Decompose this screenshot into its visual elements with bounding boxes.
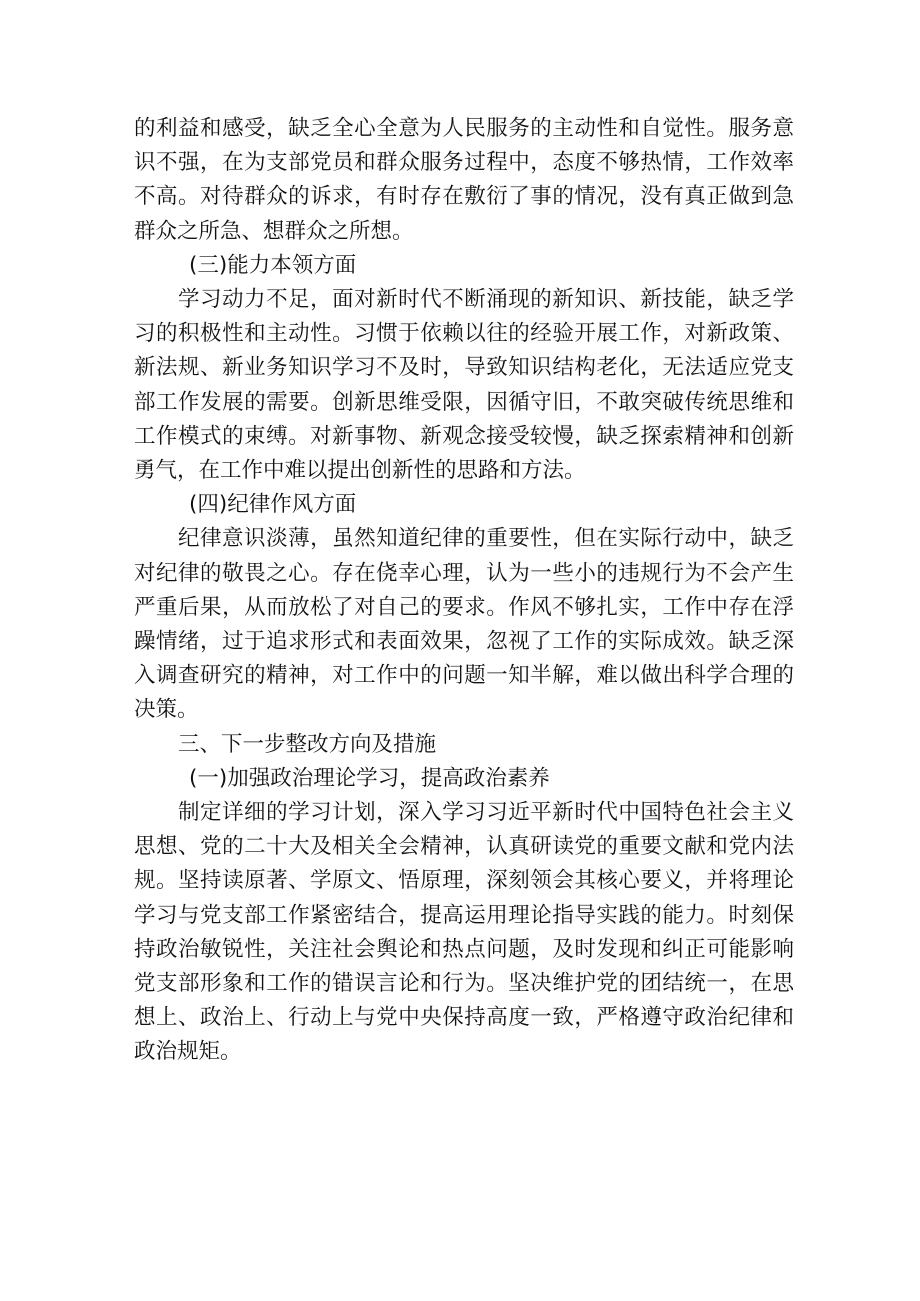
subheading-ability: (三)能力本领方面 [189, 252, 357, 278]
section-heading-rectification: 三、下一步整改方向及措施 [178, 731, 437, 757]
paragraph-political-study: 制定详细的学习计划，深入学习习近平新时代中国特色社会主义思想、党的二十大及相关全会精神，认真研读党的重要文献和党内法规。坚持读原著、学原文、悟原理，深刻领会其核心要义，并将理论学习与党支部工作紧密结合，提高运用理论指导实践的能力。时刻保持政治敏锐性，关注社会舆论和热点问题，及时发现和纠正可能影响党支部形象和工作的错误言论和行为。坚决维护党的团结统一，在思想上、政治上、行动上与党中央保持高度一致，严格遵守政治纪律和政治规矩。 [134, 800, 794, 1065]
subheading-discipline: (四)纪律作风方面 [189, 492, 357, 518]
paragraph-discipline: 纪律意识淡薄，虽然知道纪律的重要性，但在实际行动中，缺乏对纪律的敬畏之心。存在侥幸心理，认为一些小的违规行为不会产生严重后果，从而放松了对自己的要求。作风不够扎实，工作中存在浮躁情绪，过于追求形式和表面效果，忽视了工作的实际成效。缺乏深入调查研究的精神，对工作中的问题一知半解，难以做出科学合理的决策。 [134, 526, 794, 723]
subheading-political-study: (一)加强政治理论学习，提高政治素养 [189, 765, 550, 791]
paragraph-ability: 学习动力不足，面对新时代不断涌现的新知识、新技能，缺乏学习的积极性和主动性。习惯于依赖以往的经验开展工作，对新政策、新法规、新业务知识学习不及时，导致知识结构老化，无法适应党支部工作发展的需要。创新思维受限，因循守旧，不敢突破传统思维和工作模式的束缚。对新事物、新观念接受较慢，缺乏探索精神和创新勇气，在工作中难以提出创新性的思路和方法。 [134, 287, 794, 484]
document-body [134, 112, 794, 1070]
paragraph-continued: 的利益和感受，缺乏全心全意为人民服务的主动性和自觉性。服务意识不强，在为支部党员和群众服务过程中，态度不够热情，工作效率不高。对待群众的诉求，有时存在敷衍了事的情况，没有真正做到急群众之所急、想群众之所想。 [134, 116, 794, 244]
